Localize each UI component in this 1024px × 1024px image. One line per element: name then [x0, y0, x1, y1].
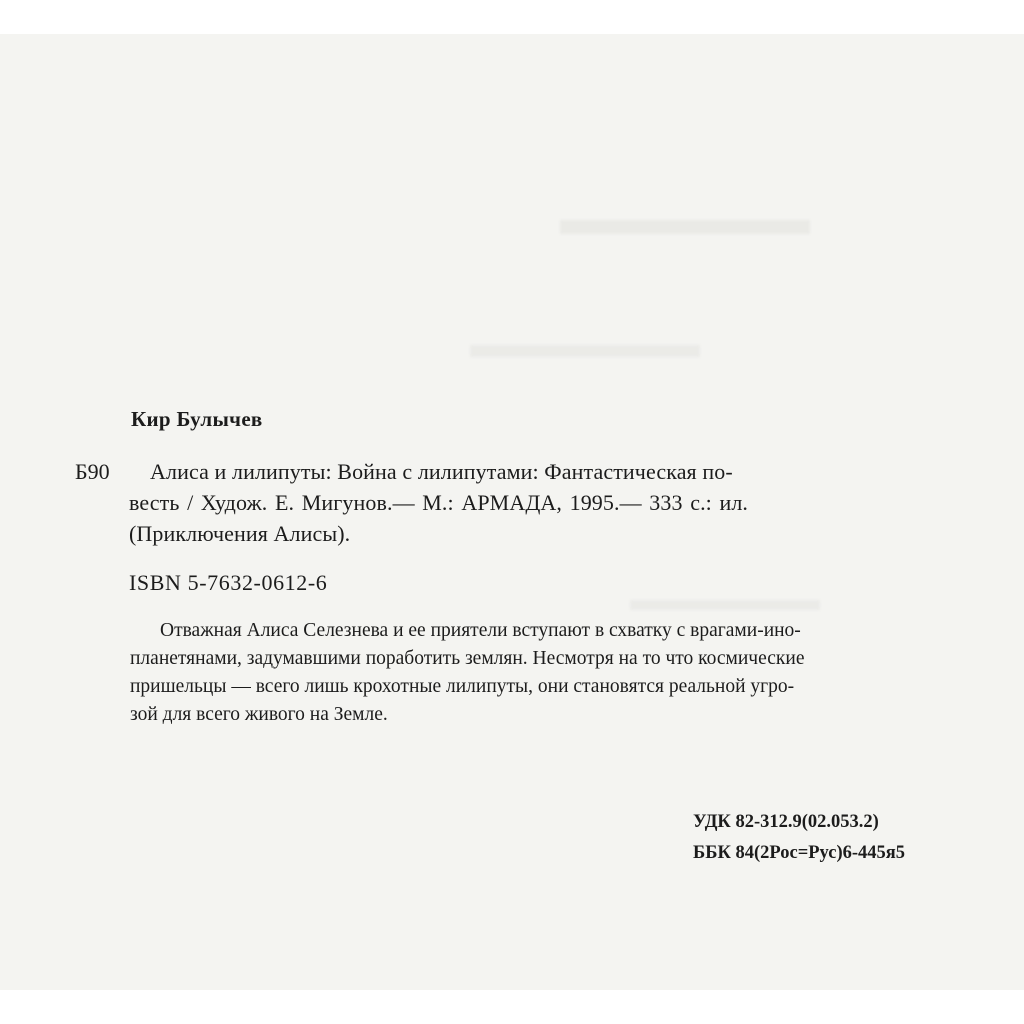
annotation-line: планетянами, задумавшими поработить землян. Несмотря на то что космические: [130, 648, 805, 669]
page-bottom-margin: [0, 990, 1024, 1024]
bibliographic-line: (Приключения Алисы).: [129, 521, 351, 546]
show-through-mark: [630, 600, 820, 610]
author-name: Кир Булычев: [131, 407, 263, 431]
annotation-line: пришельцы — всего лишь крохотные лилипуты, они становятся реальной угро-: [130, 676, 795, 697]
catalog-code: Б90: [75, 459, 110, 484]
page-top-margin: [0, 0, 1024, 34]
bibliographic-line: Алиса и лилипуты: Война с лилипутами: Фантастическая по-: [150, 459, 733, 484]
bbk-code: ББК 84(2Рос=Рус)6-445я5: [693, 843, 906, 863]
bibliographic-line: весть / Худож. Е. Мигунов.— М.: АРМАДА, 1995.— 333 с.: ил.: [129, 490, 749, 515]
annotation-line: зой для всего живого на Земле.: [130, 704, 388, 725]
isbn-number: ISBN 5-7632-0612-6: [129, 570, 328, 595]
udk-code: УДК 82-312.9(02.053.2): [693, 812, 879, 832]
show-through-mark: [470, 345, 700, 357]
annotation-line: Отважная Алиса Селезнева и ее приятели вступают в схватку с врагами-ино-: [160, 620, 801, 641]
show-through-mark: [560, 220, 810, 234]
